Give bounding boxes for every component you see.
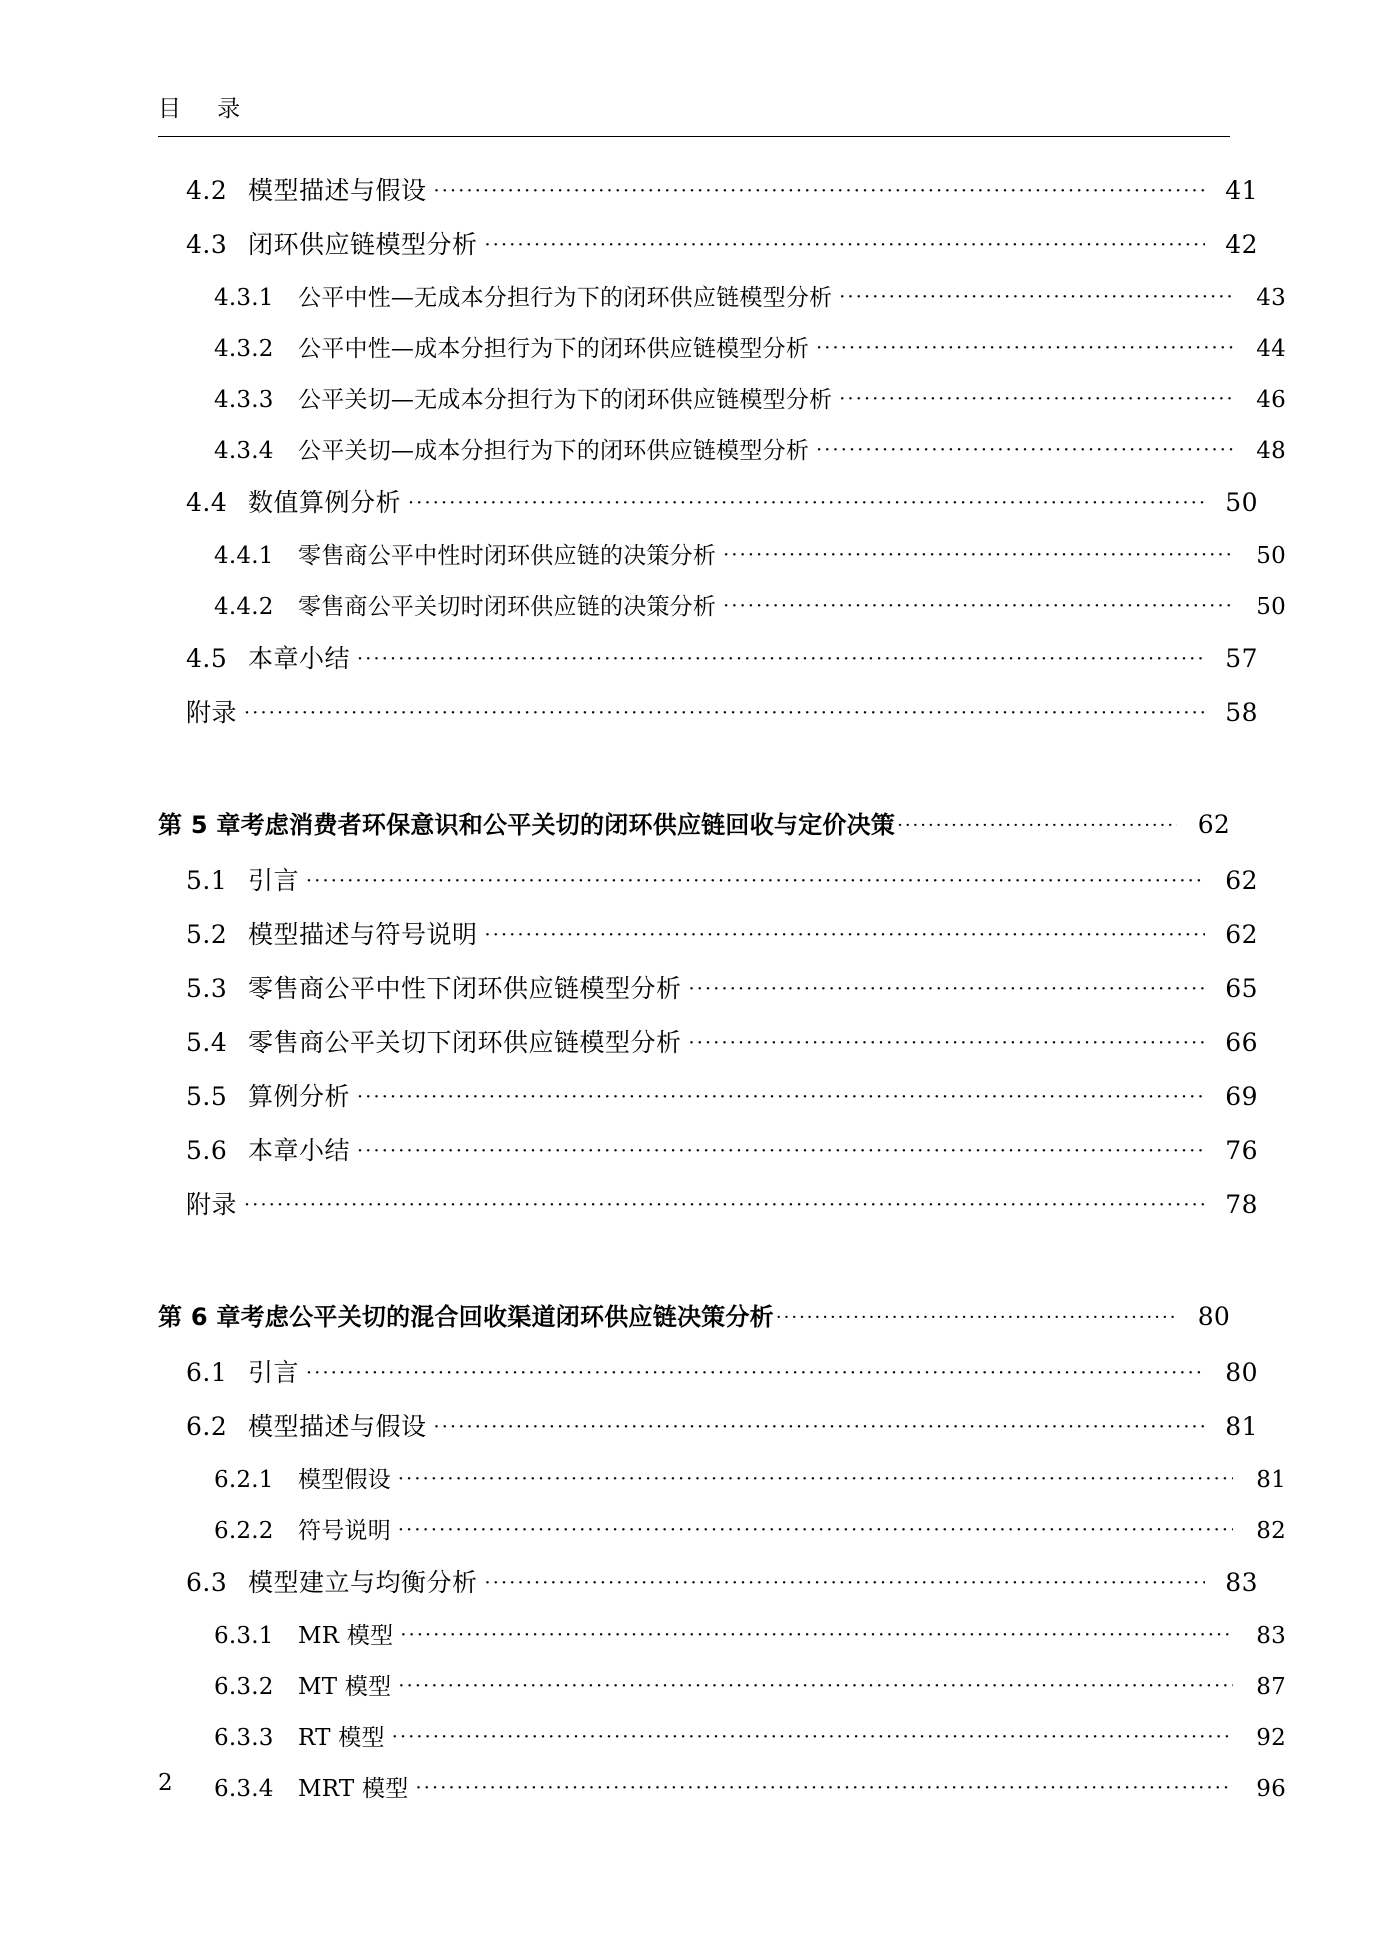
toc-entry-label — [214, 381, 832, 414]
toc-entry-number: 4.2 — [186, 175, 228, 205]
toc-entry-title: 公平关切—成本分担行为下的闭环供应链模型分析 — [298, 437, 810, 464]
toc-entry-title: 模型假设 — [298, 1466, 391, 1493]
toc-entry-page-number: 87 — [1256, 1673, 1286, 1700]
page-content — [158, 96, 1286, 1821]
toc-entry-page-number: 58 — [1225, 697, 1258, 727]
toc-entry-title: 零售商公平关切时闭环供应链的决策分析 — [298, 593, 717, 620]
toc-entry-number: 6.2 — [186, 1411, 228, 1441]
toc-entry-number: 4.3 — [186, 229, 228, 259]
toc-entry[interactable] — [214, 588, 1286, 621]
toc-entry-label — [158, 805, 895, 840]
toc-dot-leader — [485, 234, 1205, 256]
toc-entry-number: 5.4 — [186, 1027, 228, 1057]
toc-entry-number: 4.3.4 — [214, 437, 274, 464]
toc-entry-page-number: 42 — [1225, 229, 1258, 259]
toc-entry-title: 引言 — [248, 865, 300, 895]
toc-entry[interactable] — [186, 1077, 1258, 1113]
toc-dot-leader — [392, 1726, 1233, 1748]
toc-entry-number: 6.3.2 — [214, 1673, 274, 1700]
toc-entry[interactable] — [158, 1297, 1230, 1332]
toc-entry-number: 6.2.1 — [214, 1466, 274, 1493]
toc-entry-title: 符号说明 — [298, 1517, 391, 1544]
toc-entry-title: 公平中性—成本分担行为下的闭环供应链模型分析 — [298, 335, 810, 362]
toc-entry[interactable] — [186, 915, 1258, 951]
toc-entry-title: 零售商公平关切下闭环供应链模型分析 — [248, 1027, 682, 1057]
toc-entry-title: 算例分析 — [248, 1081, 351, 1111]
toc-entry-number: 4.3.3 — [214, 386, 274, 413]
toc-entry-label — [214, 432, 809, 465]
toc-entry-title: 考虑消费者环保意识和公平关切的闭环供应链回收与定价决策 — [240, 810, 896, 839]
toc-entry-number: 第 6 章 — [158, 1302, 241, 1331]
toc-entry[interactable] — [214, 1617, 1286, 1650]
toc-entry-number: 6.3.1 — [214, 1622, 274, 1649]
toc-entry[interactable] — [186, 1185, 1258, 1221]
toc-entry-title: 模型描述与假设 — [248, 1411, 427, 1441]
toc-entry-title: MRT 模型 — [298, 1775, 409, 1802]
toc-entry-label — [186, 1353, 299, 1389]
toc-entry-page-number: 69 — [1225, 1081, 1258, 1111]
toc-entry-page-number: 44 — [1256, 335, 1286, 362]
toc-entry-label — [186, 225, 478, 261]
toc-dot-leader — [408, 492, 1205, 514]
toc-dot-leader — [357, 1140, 1205, 1162]
toc-entry-number: 6.3 — [186, 1567, 228, 1597]
toc-entry-number: 5.2 — [186, 919, 228, 949]
toc-entry-page-number: 81 — [1225, 1411, 1258, 1441]
toc-dot-leader — [416, 1777, 1234, 1799]
toc-dot-leader — [434, 180, 1205, 202]
toc-entry-page-number: 50 — [1225, 487, 1258, 517]
toc-entry-number: 第 5 章 — [158, 810, 241, 839]
toc-dot-leader — [306, 870, 1205, 892]
toc-entry-page-number: 78 — [1225, 1189, 1258, 1219]
toc-entry-label — [214, 1668, 391, 1701]
toc-entry-label — [186, 1131, 350, 1167]
toc-entry-label — [186, 171, 427, 207]
toc-block-gap — [158, 1239, 1230, 1297]
toc-entry-title: 本章小结 — [248, 1135, 351, 1165]
toc-entry[interactable] — [214, 1770, 1286, 1803]
toc-entry-page-number: 66 — [1225, 1027, 1258, 1057]
toc-dot-leader — [357, 648, 1205, 670]
toc-entry-title: MR 模型 — [298, 1622, 394, 1649]
toc-dot-leader — [434, 1416, 1205, 1438]
toc-entry-page-number: 81 — [1256, 1466, 1286, 1493]
toc-entry[interactable] — [186, 1023, 1258, 1059]
toc-entry-number: 5.5 — [186, 1081, 228, 1111]
toc-entry-page-number: 50 — [1256, 593, 1286, 620]
toc-entry-page-number: 62 — [1197, 809, 1230, 839]
toc-entry-label — [186, 1563, 478, 1599]
toc-entry-page-number: 82 — [1256, 1517, 1286, 1544]
toc-dot-leader — [897, 815, 1177, 836]
toc-dot-leader — [357, 1086, 1205, 1108]
toc-entry[interactable] — [214, 1719, 1286, 1752]
toc-entry-page-number: 41 — [1225, 175, 1258, 205]
toc-entry-title: 公平中性—无成本分担行为下的闭环供应链模型分析 — [298, 284, 833, 311]
toc-entry-title: 零售商公平中性下闭环供应链模型分析 — [248, 973, 682, 1003]
toc-entry-page-number: 62 — [1225, 919, 1258, 949]
toc-entry[interactable] — [158, 805, 1230, 840]
toc-entry[interactable] — [186, 861, 1258, 897]
toc-entry[interactable] — [186, 1353, 1258, 1389]
toc-dot-leader — [485, 924, 1205, 946]
toc-entry-page-number: 96 — [1256, 1775, 1286, 1802]
toc-entry[interactable] — [186, 969, 1258, 1005]
toc-entry-label — [214, 1770, 409, 1803]
toc-entry-title: 零售商公平中性时闭环供应链的决策分析 — [298, 542, 717, 569]
toc-entry-page-number: 46 — [1256, 386, 1286, 413]
toc-entry-title: MT 模型 — [298, 1673, 392, 1700]
running-head: 目 录 — [158, 96, 242, 122]
toc-entry-title: 附录 — [186, 1189, 238, 1219]
toc-entry-label — [186, 969, 682, 1005]
toc-dot-leader — [723, 544, 1233, 566]
toc-entry-label — [186, 861, 299, 897]
toc-entry-label — [186, 483, 401, 519]
toc-entry-label — [214, 1617, 393, 1650]
toc-entry[interactable] — [186, 1563, 1258, 1599]
toc-entry-title: 模型描述与符号说明 — [248, 919, 478, 949]
toc-entry[interactable] — [186, 639, 1258, 675]
toc-entry-page-number: 92 — [1256, 1724, 1286, 1751]
toc-entry-page-number: 76 — [1225, 1135, 1258, 1165]
toc-entry-number: 4.4.2 — [214, 593, 274, 620]
toc-entry-title: 考虑公平关切的混合回收渠道闭环供应链决策分析 — [240, 1302, 774, 1331]
toc-entry-number: 4.3.2 — [214, 335, 274, 362]
toc-dot-leader — [839, 388, 1233, 410]
toc-entry-page-number: 50 — [1256, 542, 1286, 569]
toc-dot-leader — [485, 1572, 1205, 1594]
toc-entry-title: 模型建立与均衡分析 — [248, 1567, 478, 1597]
toc-entry-title: 公平关切—无成本分担行为下的闭环供应链模型分析 — [298, 386, 833, 413]
toc-entry-label — [186, 1077, 350, 1113]
toc-entry-label — [186, 1407, 427, 1443]
toc-entry[interactable] — [214, 1512, 1286, 1545]
page-folio: 2 — [158, 1770, 173, 1796]
toc-entry-number: 5.6 — [186, 1135, 228, 1165]
toc-entry-label — [158, 1297, 774, 1332]
toc-entry-number: 4.4 — [186, 487, 228, 517]
toc-dot-leader — [776, 1307, 1177, 1328]
toc-dot-leader — [689, 1032, 1205, 1054]
toc-entry[interactable] — [214, 537, 1286, 570]
toc-entry-label — [186, 915, 478, 951]
toc-entry[interactable] — [186, 1131, 1258, 1167]
toc-entry-label — [186, 639, 350, 675]
toc-entry-number: 6.1 — [186, 1357, 228, 1387]
toc-dot-leader — [816, 439, 1233, 461]
toc-entry-label — [214, 1461, 391, 1494]
toc-entry-title: 附录 — [186, 697, 238, 727]
toc-entry[interactable] — [186, 225, 1258, 261]
toc-dot-leader — [723, 595, 1233, 617]
toc-entry-number: 5.3 — [186, 973, 228, 1003]
toc-entry-label — [214, 537, 716, 570]
toc-entry-title: 本章小结 — [248, 643, 351, 673]
toc-entry[interactable] — [186, 1407, 1258, 1443]
toc-entry-page-number: 48 — [1256, 437, 1286, 464]
toc-dot-leader — [306, 1362, 1205, 1384]
toc-entry[interactable] — [214, 432, 1286, 465]
toc-entry-label — [186, 1185, 237, 1221]
header-rule — [158, 136, 1230, 137]
toc-entry[interactable] — [186, 483, 1258, 519]
toc-entry-title: 模型描述与假设 — [248, 175, 427, 205]
toc-entry-page-number: 83 — [1225, 1567, 1258, 1597]
toc-entry-label — [214, 1719, 385, 1752]
toc-entry-label — [186, 693, 237, 729]
toc-dot-leader — [398, 1468, 1233, 1490]
toc-dot-leader — [244, 1194, 1205, 1216]
toc-entry-label — [214, 279, 832, 312]
toc-entry[interactable] — [214, 279, 1286, 312]
toc-dot-leader — [839, 286, 1233, 308]
toc-entry-number: 4.5 — [186, 643, 228, 673]
toc-entry-title: 引言 — [248, 1357, 300, 1387]
toc-entry-title: 数值算例分析 — [248, 487, 402, 517]
toc-dot-leader — [400, 1624, 1233, 1646]
toc-entry-page-number: 65 — [1225, 973, 1258, 1003]
toc-entry-label — [186, 1023, 682, 1059]
toc-entry[interactable] — [186, 693, 1258, 729]
table-of-contents — [158, 171, 1286, 1803]
toc-entry[interactable] — [214, 1668, 1286, 1701]
toc-entry[interactable] — [186, 171, 1258, 207]
toc-entry-label — [214, 1512, 391, 1545]
toc-entry-label — [214, 588, 716, 621]
toc-entry-number: 5.1 — [186, 865, 228, 895]
toc-dot-leader — [398, 1675, 1233, 1697]
toc-entry-number: 6.3.3 — [214, 1724, 274, 1751]
toc-dot-leader — [816, 337, 1233, 359]
toc-entry-page-number: 57 — [1225, 643, 1258, 673]
toc-entry-page-number: 62 — [1225, 865, 1258, 895]
toc-dot-leader — [398, 1519, 1233, 1541]
toc-entry-page-number: 80 — [1197, 1301, 1230, 1331]
toc-entry[interactable] — [214, 381, 1286, 414]
toc-entry-page-number: 43 — [1256, 284, 1286, 311]
toc-entry-page-number: 80 — [1225, 1357, 1258, 1387]
toc-entry-number: 4.3.1 — [214, 284, 274, 311]
toc-dot-leader — [244, 702, 1205, 724]
toc-dot-leader — [689, 978, 1205, 1000]
toc-entry-title: RT 模型 — [298, 1724, 385, 1751]
toc-entry[interactable] — [214, 1461, 1286, 1494]
toc-block-gap — [158, 747, 1230, 805]
toc-entry-number: 6.3.4 — [214, 1775, 274, 1802]
toc-entry-title: 闭环供应链模型分析 — [248, 229, 478, 259]
toc-entry[interactable] — [214, 330, 1286, 363]
toc-entry-number: 4.4.1 — [214, 542, 274, 569]
toc-entry-label — [214, 330, 809, 363]
toc-entry-number: 6.2.2 — [214, 1517, 274, 1544]
toc-entry-page-number: 83 — [1256, 1622, 1286, 1649]
